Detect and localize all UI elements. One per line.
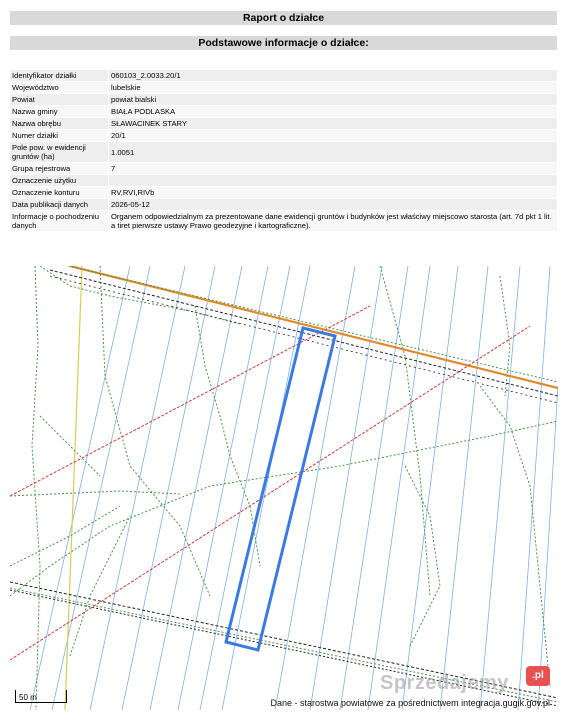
table-row bbox=[10, 130, 557, 142]
row-value: 060103_2.0033.20/1 bbox=[109, 70, 558, 82]
row-value bbox=[109, 175, 558, 187]
table-row bbox=[10, 199, 557, 211]
contour-line bbox=[100, 266, 210, 596]
watermark-badge: .pl bbox=[526, 666, 550, 686]
contour-line bbox=[500, 276, 510, 396]
row-value: SŁAWACINEK STARY bbox=[109, 118, 558, 130]
contour-line bbox=[32, 266, 40, 710]
road-upper bbox=[50, 266, 558, 403]
row-label: Numer działki bbox=[10, 130, 109, 142]
row-label: Informacje o pochodzeniu danych bbox=[10, 211, 109, 232]
boundary-line bbox=[52, 266, 150, 710]
table-row bbox=[10, 142, 557, 163]
table-row bbox=[10, 211, 557, 232]
map-canvas bbox=[10, 266, 558, 710]
section-title: Podstawowe informacje o działce: bbox=[10, 36, 557, 50]
boundary-line bbox=[90, 266, 185, 710]
row-label: Grupa rejestrowa bbox=[10, 163, 109, 175]
row-value: 2026-05-12 bbox=[109, 199, 558, 211]
row-value: 1.0051 bbox=[109, 142, 558, 163]
row-value: 20/1 bbox=[109, 130, 558, 142]
contour-line bbox=[195, 306, 260, 566]
row-label: Nazwa obrębu bbox=[10, 118, 109, 130]
contour-line bbox=[40, 416, 100, 476]
row-value: 7 bbox=[109, 163, 558, 175]
row-value: BIAŁA PODLASKA bbox=[109, 106, 558, 118]
table-row bbox=[10, 118, 557, 130]
road-edge bbox=[60, 266, 558, 382]
boundary-line bbox=[122, 266, 215, 710]
row-label: Data publikacji danych bbox=[10, 199, 109, 211]
watermark: Sprzedajemy bbox=[380, 672, 509, 694]
cadastral-map bbox=[10, 266, 558, 710]
boundary-line bbox=[518, 266, 550, 710]
contour-line bbox=[480, 386, 550, 686]
parcel-outline bbox=[226, 328, 335, 650]
row-label: Oznaczenie konturu bbox=[10, 187, 109, 199]
road-edge bbox=[50, 270, 558, 396]
table-row bbox=[10, 106, 557, 118]
parcel-info-table bbox=[10, 70, 557, 232]
row-value: lubelskie bbox=[109, 82, 558, 94]
row-label: Identyfikator działki bbox=[10, 70, 109, 82]
row-label: Pole pow. w ewidencji gruntów (ha) bbox=[10, 142, 109, 163]
boundary-line bbox=[402, 266, 458, 710]
boundary-line bbox=[275, 266, 355, 710]
red-line bbox=[10, 326, 530, 660]
boundary-line bbox=[480, 266, 520, 710]
boundary-line bbox=[178, 266, 268, 710]
land-use-contours bbox=[10, 266, 558, 710]
scale-label: 50 m bbox=[19, 693, 37, 702]
table-row bbox=[10, 187, 557, 199]
row-label: Województwo bbox=[10, 82, 109, 94]
table-row bbox=[10, 163, 557, 175]
table-row bbox=[10, 82, 557, 94]
table-row bbox=[10, 94, 557, 106]
table-row bbox=[10, 175, 557, 187]
red-line bbox=[10, 306, 370, 496]
map-attribution: Dane - starostwa powiatowe za pośrednictwem integracja.gugik.gov.pl bbox=[270, 698, 550, 708]
row-value: RV,RVI,RIVb bbox=[109, 187, 558, 199]
contour-line bbox=[10, 421, 558, 596]
cadastral-boundaries bbox=[30, 266, 558, 710]
yellow-boundary bbox=[65, 266, 82, 710]
row-label: Nazwa gminy bbox=[10, 106, 109, 118]
road-edge bbox=[70, 266, 558, 388]
row-label: Oznaczenie użytku bbox=[10, 175, 109, 187]
table-row bbox=[10, 70, 557, 82]
boundary-line bbox=[340, 266, 408, 710]
contour-line bbox=[10, 506, 120, 566]
row-value: powiat bialski bbox=[109, 94, 558, 106]
row-value: Organem odpowiedzialnym za prezentowane dane ewidencji gruntów i budynków jest właściwy miejscowo starosta (art. 7d pkt 1 lit. a tiret pierwsze ustawy Prawo geodezyjne i kartograficzne). bbox=[109, 211, 558, 232]
boundary-line bbox=[440, 266, 488, 710]
row-label: Powiat bbox=[10, 94, 109, 106]
contour-line bbox=[405, 466, 440, 646]
report-title: Raport o działce bbox=[10, 11, 557, 25]
